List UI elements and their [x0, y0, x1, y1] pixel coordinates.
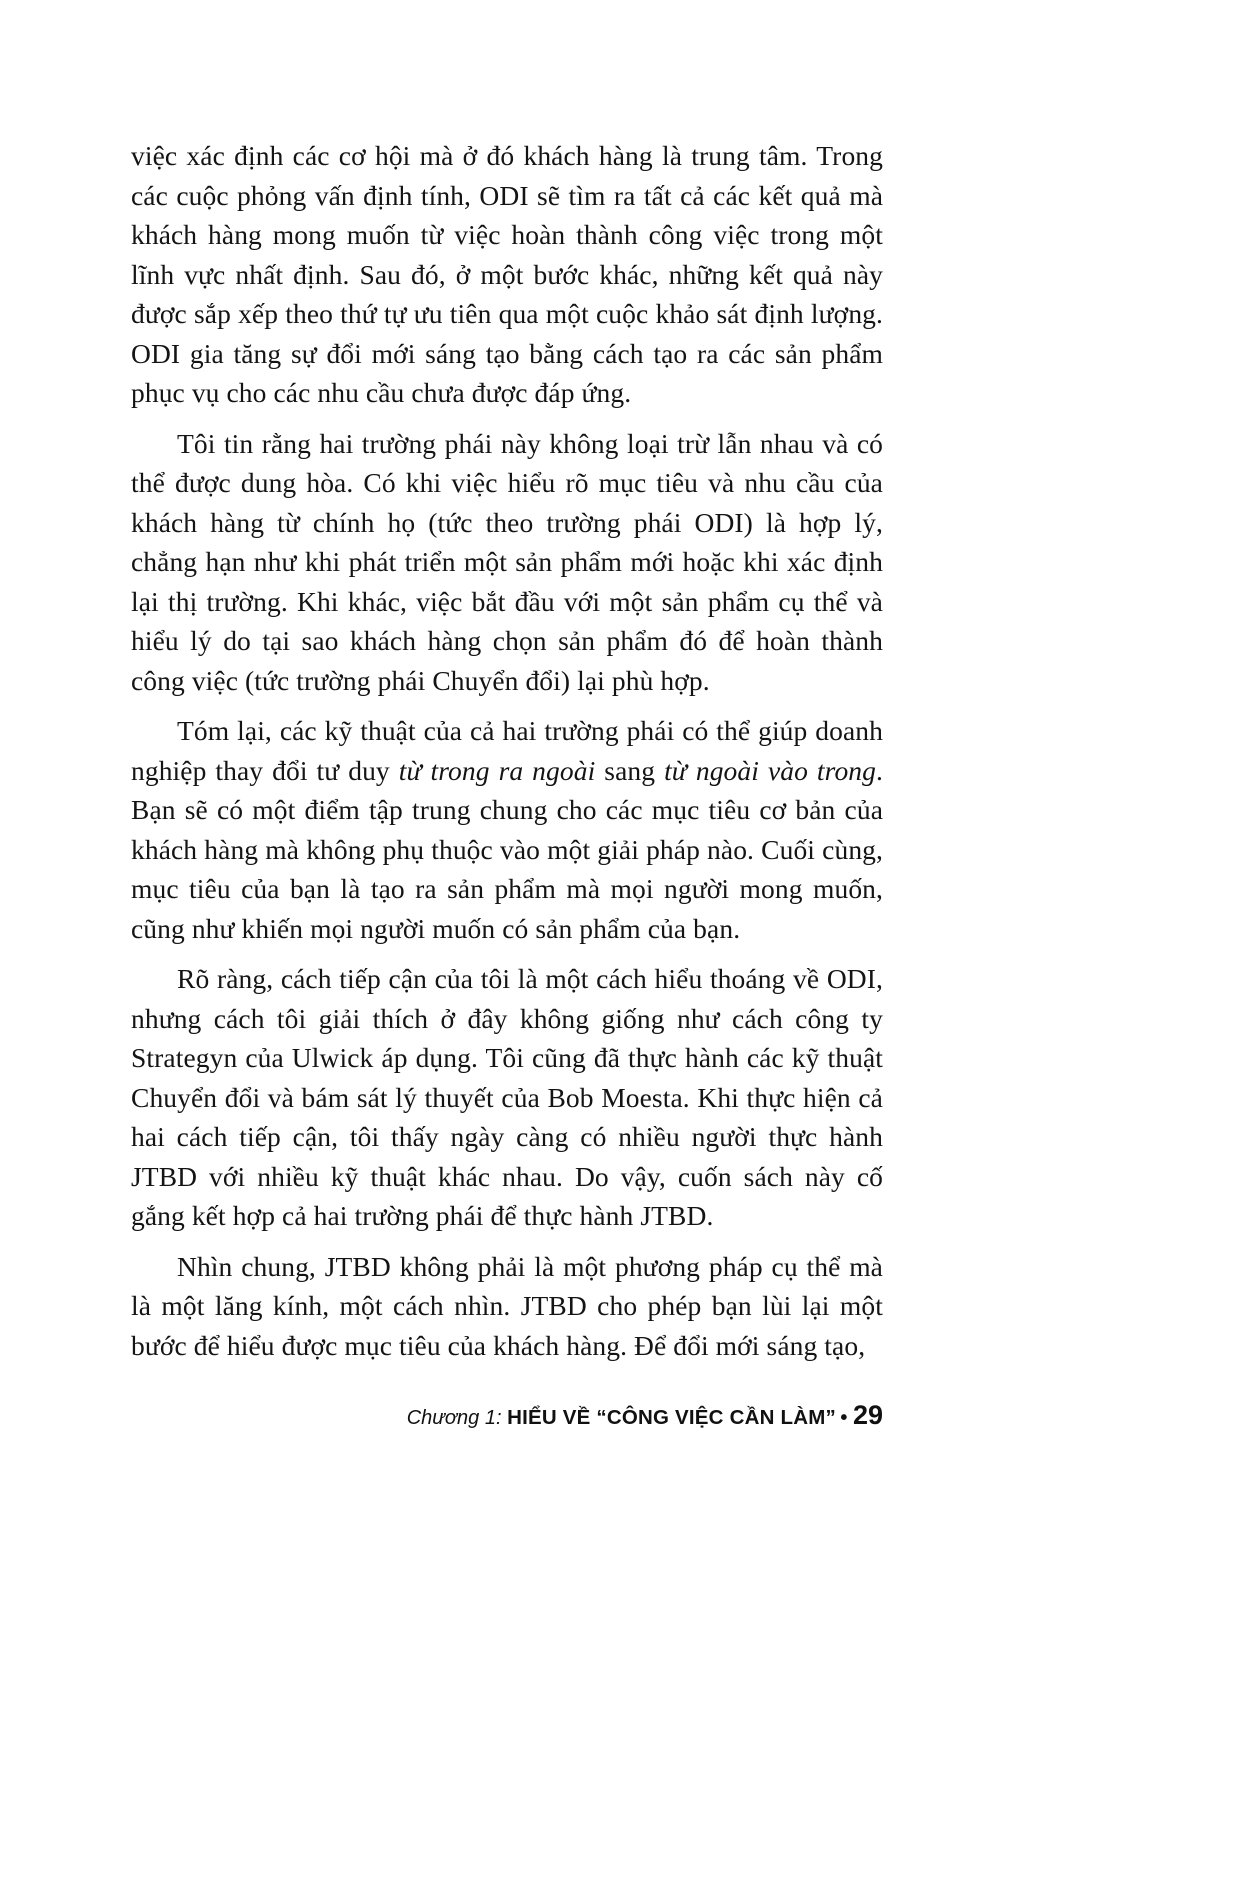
text-run-italic: từ trong ra ngoài: [398, 754, 596, 786]
text-run: Tóm lại, các kỹ thuật của cả hai trường phái có thể giúp doanh nghiệp thay đổi tư duy: [131, 715, 883, 786]
chapter-title: HIỂU VỀ “CÔNG VIỆC CẦN LÀM”: [507, 1406, 836, 1429]
paragraph-5: [131, 1247, 883, 1366]
text-run: Nhìn chung, JTBD không phải là một phương pháp cụ thể mà là một lăng kính, một cách nhìn. JTBD cho phép bạn lùi lại một bước để hiểu được mục tiêu của khách hàng. Để đổi mới sáng tạo,: [131, 1250, 883, 1361]
text-run: . Bạn sẽ có một điểm tập trung chung cho các mục tiêu cơ bản của khách hàng mà không phụ thuộc vào một giải pháp nào. Cuối cùng, mục tiêu của bạn là tạo ra sản phẩm mà mọi người mong muốn, cũng như khiến mọi người muốn có sản phẩm của bạn.: [131, 754, 883, 944]
text-run: Tôi tin rằng hai trường phái này không loại trừ lẫn nhau và có thể được dung hòa. Có khi việc hiểu rõ mục tiêu và nhu cầu của khách hàng từ chính họ (tức theo trường phái ODI) là hợp lý, chẳng hạn như khi phát triển một sản phẩm mới hoặc khi xác định lại thị trường. Khi khác, việc bắt đầu với một sản phẩm cụ thể và hiểu lý do tại sao khách hàng chọn sản phẩm đó để hoàn thành công việc (tức trường phái Chuyển đổi) lại phù hợp.: [131, 427, 883, 696]
paragraph-4: [131, 959, 883, 1236]
page-footer: [131, 1400, 883, 1431]
text-run: sang: [595, 754, 665, 786]
page-number: 29: [852, 1400, 883, 1430]
text-run-italic: từ ngoài vào trong: [664, 754, 877, 786]
text-run: Rõ ràng, cách tiếp cận của tôi là một cách hiểu thoáng về ODI, nhưng cách tôi giải thích ở đây không giống như cách công ty Strategyn của Ulwick áp dụng. Tôi cũng đã thực hành các kỹ thuật Chuyển đổi và bám sát lý thuyết của Bob Moesta. Khi thực hiện cả hai cách tiếp cận, tôi thấy ngày càng có nhiều người thực hành JTBD với nhiều kỹ thuật khác nhau. Do vậy, cuốn sách này cố gắng kết hợp cả hai trường phái để thực hành JTBD.: [131, 963, 883, 1231]
paragraph-2: [131, 424, 883, 701]
paragraph-3: [131, 711, 883, 948]
paragraph-1: [131, 136, 883, 413]
body-text: [131, 136, 883, 1376]
chapter-label: Chương 1:: [406, 1407, 508, 1429]
text-run: việc xác định các cơ hội mà ở đó khách hàng là trung tâm. Trong các cuộc phỏng vấn định tính, ODI sẽ tìm ra tất cả các kết quả mà khách hàng mong muốn từ việc hoàn thành công việc trong một lĩnh vực nhất định. Sau đó, ở một bước khác, những kết quả này được sắp xếp theo thứ tự ưu tiên qua một cuộc khảo sát định lượng. ODI gia tăng sự đổi mới sáng tạo bằng cách tạo ra các sản phẩm phục vụ cho các nhu cầu chưa được đáp ứng.: [131, 140, 883, 408]
footer-separator: •: [840, 1407, 853, 1429]
